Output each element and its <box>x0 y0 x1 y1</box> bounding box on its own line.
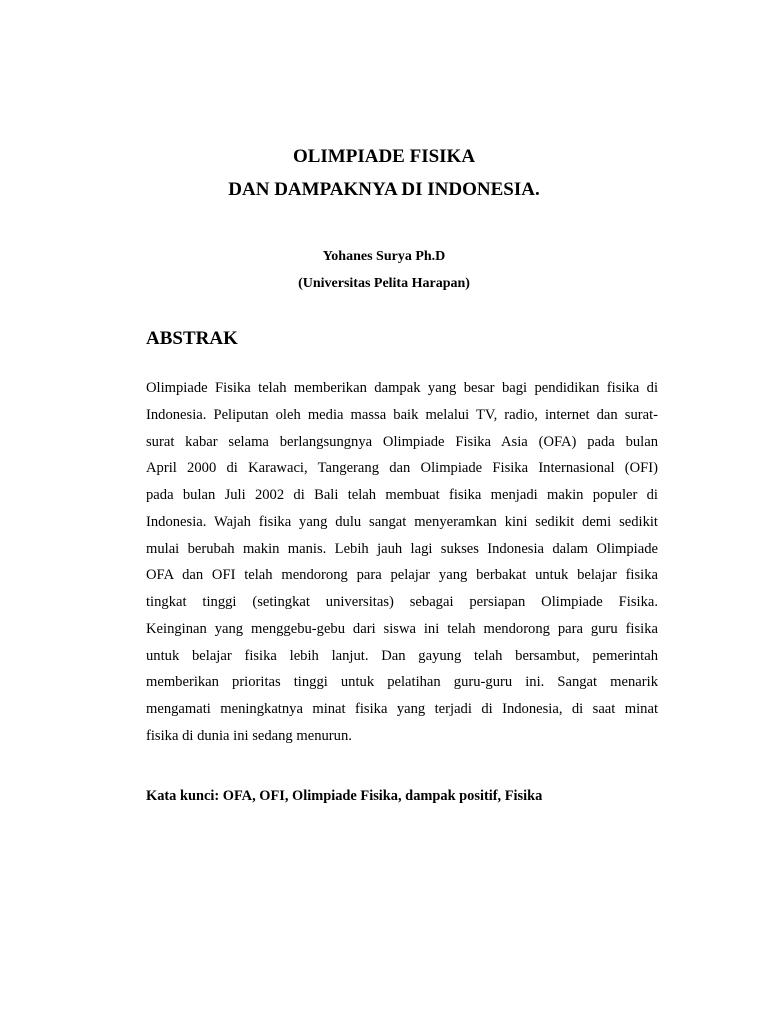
keywords: Kata kunci: OFA, OFI, Olimpiade Fisika, dampak positif, Fisika <box>146 788 543 804</box>
author-name: Yohanes Surya Ph.D <box>322 249 446 264</box>
abstract-line: mulai berubah makin manis. Lebih jauh lagi sukses Indonesia dalam Olimpiade <box>146 540 658 557</box>
abstract-heading: ABSTRAK <box>146 328 238 349</box>
abstract-line: untuk belajar fisika lebih lanjut. Dan gayung telah bersambut, pemerintah <box>146 647 658 664</box>
abstract-line: pada bulan Juli 2002 di Bali telah membuat fisika menjadi makin populer di <box>146 487 658 503</box>
abstract-line: April 2000 di Karawaci, Tangerang dan Olimpiade Fisika Internasional (OFI) <box>146 460 658 477</box>
abstract-line: mengamati meningkatnya minat fisika yang terjadi di Indonesia, di saat minat <box>146 701 658 717</box>
title-line-2: DAN DAMPAKNYA DI INDONESIA. <box>228 179 540 200</box>
abstract-line: Indonesia. Wajah fisika yang dulu sangat menyeramkan kini sedikit demi sedikit <box>146 513 658 530</box>
abstract-line: tingkat tinggi (setingkat universitas) sebagai persiapan Olimpiade Fisika. <box>146 594 658 610</box>
abstract-line: OFA dan OFI telah mendorong para pelajar yang berbakat untuk belajar fisika <box>146 567 658 584</box>
abstract-paragraph <box>146 375 658 750</box>
abstract-line: Indonesia. Peliputan oleh media massa baik melalui TV, radio, internet dan surat- <box>146 406 658 423</box>
abstract-line: Keinginan yang menggebu-gebu dari siswa ini telah mendorong para guru fisika <box>146 620 658 637</box>
abstract-line: surat kabar selama berlangsungnya Olimpiade Fisika Asia (OFA) pada bulan <box>146 433 658 450</box>
abstract-line: fisika di dunia ini sedang menurun. <box>146 727 352 744</box>
title-line-1: OLIMPIADE FISIKA <box>292 146 476 167</box>
abstract-line: memberikan prioritas tinggi untuk pelatihan guru-guru ini. Sangat menarik <box>146 674 658 691</box>
author-affiliation: (Universitas Pelita Harapan) <box>298 276 470 291</box>
abstract-line: Olimpiade Fisika telah memberikan dampak yang besar bagi pendidikan fisika di <box>146 380 658 396</box>
